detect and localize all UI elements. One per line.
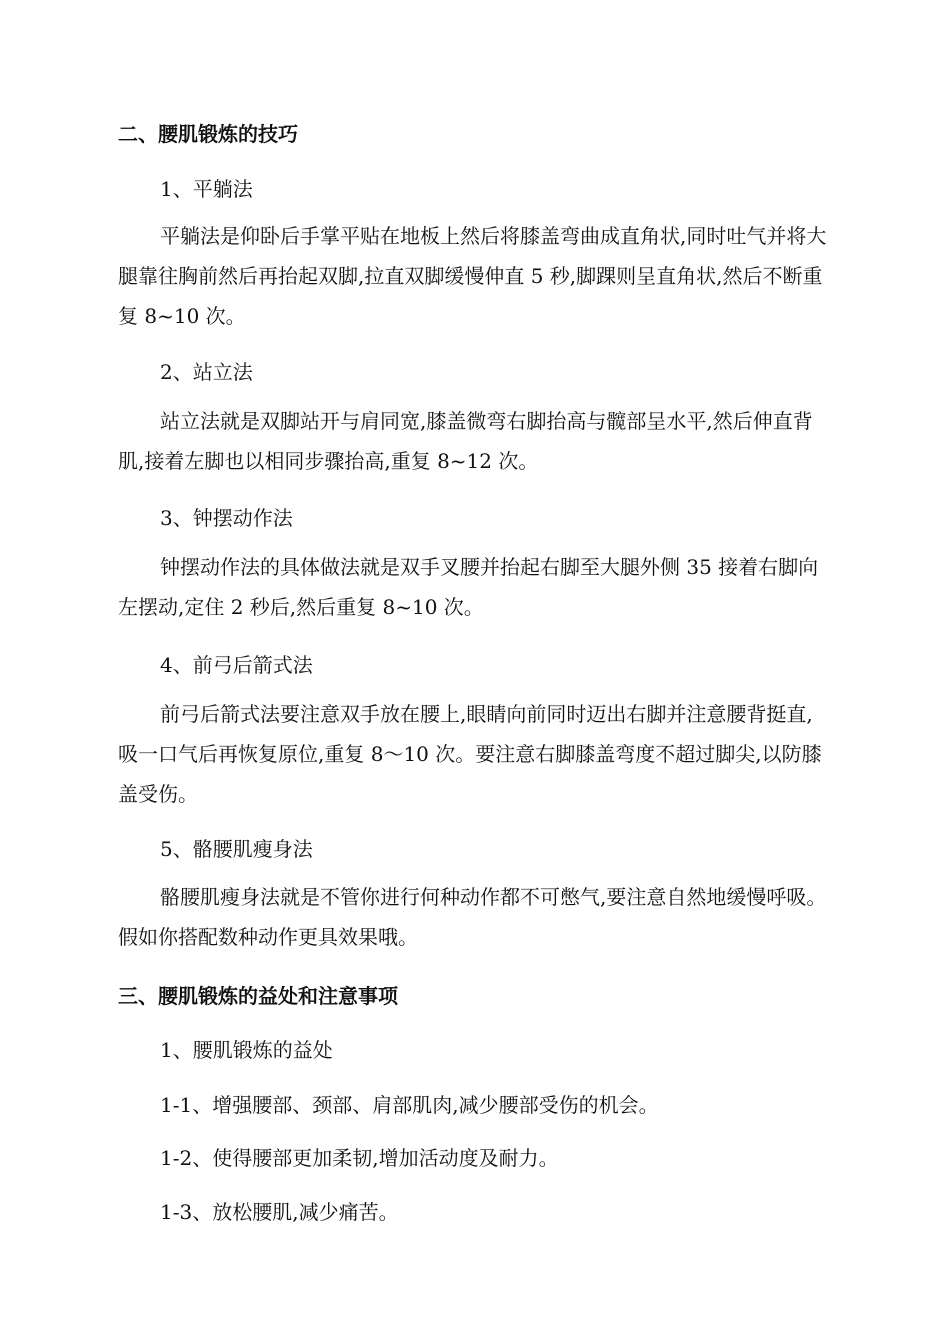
item-title: 4、前弓后箭式法 xyxy=(160,653,313,677)
item-paragraph: 前弓后箭式法要注意双手放在腰上,眼睛向前同时迈出右脚并注意腰背挺直,吸一口气后再恢复原位,重复 8～10 次。要注意右脚膝盖弯度不超过脚尖,以防膝盖受伤。 xyxy=(118,702,822,806)
item-title: 5、骼腰肌瘦身法 xyxy=(160,837,313,861)
list-item: 1-3、放松腰肌,减少痛苦。 xyxy=(160,1200,399,1224)
item-title: 1、腰肌锻炼的益处 xyxy=(160,1038,333,1062)
item-paragraph: 骼腰肌瘦身法就是不管你进行何种动作都不可憋气,要注意自然地缓慢呼吸。假如你搭配数种动作更具效果哦。 xyxy=(118,885,827,949)
item-title: 1、平躺法 xyxy=(160,177,253,201)
item-title: 3、钟摆动作法 xyxy=(160,506,293,530)
section-heading: 三、腰肌锻炼的益处和注意事项 xyxy=(118,984,398,1008)
list-item: 1-1、增强腰部、颈部、肩部肌肉,减少腰部受伤的机会。 xyxy=(160,1093,659,1117)
list-item: 1-2、使得腰部更加柔韧,增加活动度及耐力。 xyxy=(160,1146,559,1170)
item-paragraph: 钟摆动作法的具体做法就是双手叉腰并抬起右脚至大腿外侧 35 接着右脚向左摆动,定住 2 秒后,然后重复 8~10 次。 xyxy=(118,555,819,619)
item-paragraph: 站立法就是双脚站开与肩同宽,膝盖微弯右脚抬高与髋部呈水平,然后伸直背肌,接着左脚也以相同步骤抬高,重复 8~12 次。 xyxy=(118,409,813,473)
section-heading: 二、腰肌锻炼的技巧 xyxy=(118,122,298,146)
item-title: 2、站立法 xyxy=(160,360,253,384)
item-paragraph: 平躺法是仰卧后手掌平贴在地板上然后将膝盖弯曲成直角状,同时吐气并将大腿靠往胸前然后再抬起双脚,拉直双脚缓慢伸直 5 秒,脚踝则呈直角状,然后不断重复 8~10 次。 xyxy=(118,224,827,328)
